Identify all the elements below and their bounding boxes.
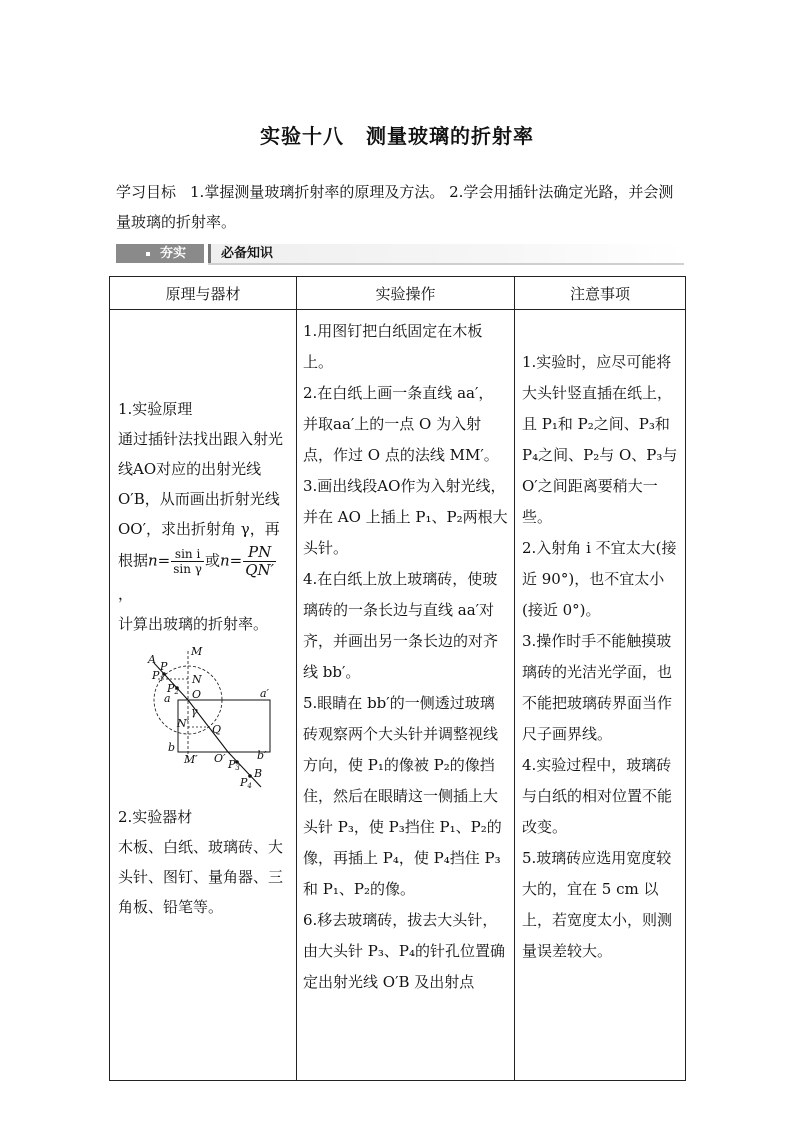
operation-step-2: 2.在白纸上画一条直线 aa′，并取aa′上的一点 O 为入射点，作过 O 点的法线 MM′。 xyxy=(303,384,499,464)
equipment-title: 2.实验器材 xyxy=(118,808,193,826)
fraction-sin xyxy=(171,547,204,576)
formula-n2: n= xyxy=(219,551,243,570)
formula-prefix: 根据 xyxy=(118,551,149,570)
principle-tail: 计算出玻璃的折射率。 xyxy=(118,615,269,633)
banner-label: 必备知识 xyxy=(208,244,684,263)
refraction-diagram xyxy=(136,645,270,790)
formula-n1: n= xyxy=(148,551,171,570)
principle-cell xyxy=(110,310,297,1081)
principle-title: 1.实验原理 xyxy=(118,400,193,418)
label-A: A xyxy=(148,653,156,666)
principle-text: 通过插针法找出跟入射光线AO对应的出射光线O′B，从而画出折射光线OO′，求出折射角 γ，再 xyxy=(118,430,284,538)
label-N-prime: N′ xyxy=(177,717,190,730)
notes-cell xyxy=(515,310,686,1081)
formula-or: 或 xyxy=(204,551,220,570)
frac2-num: PN xyxy=(243,544,276,562)
banner-tag-text: 夯实 xyxy=(160,246,187,261)
goals-text: 1.掌握测量玻璃折射率的原理及方法。 2.学会用插针法确定光路，并会测量玻璃的折射率。 xyxy=(116,183,674,231)
label-Q: Q xyxy=(212,723,222,736)
note-4: 4.实验过程中，玻璃砖与白纸的相对位置不能改变。 xyxy=(522,756,673,836)
header-principle: 原理与器材 xyxy=(110,277,297,310)
table-row xyxy=(110,310,686,1081)
label-P1-subscript: 1 xyxy=(159,675,164,683)
note-5: 5.玻璃砖应选用宽度较大的，宜在 5 cm 以上，若宽度太小，则测量误差较大。 xyxy=(522,849,673,960)
formula-suffix: ， xyxy=(118,585,134,603)
note-1: 1.实验时，应尽可能将大头针竖直插在纸上，且 P₁和 P₂之间、P₃和 P₄之间、P₂与 O、P₃与 O′之间距离要稍大一些。 xyxy=(522,353,678,526)
note-3: 3.操作时手不能触摸玻璃砖的光洁光学面，也不能把玻璃砖界面当作尺子画界线。 xyxy=(522,632,673,743)
operation-step-1: 1.用图钉把白纸固定在木板上。 xyxy=(303,322,483,371)
label-P3: P3 xyxy=(228,758,240,772)
frac1-den: sin γ xyxy=(173,562,202,576)
bullet-icon xyxy=(146,252,150,256)
operation-step-5: 5.眼睛在 bb′的一侧透过玻璃砖观察两个大头针并调整视线方向，使 P₁的像被 P₂的像挡住，然后在眼睛这一侧插上大头针 P₃，使 P₃挡住 P₁、P₂的像，再插上 P₄，使 P₄挡住 P₃和 P₁、P₂的像。 xyxy=(303,694,502,898)
equipment-text: 木板、白纸、玻璃砖、大头针、图钉、量角器、三角板、铅笔等。 xyxy=(118,838,284,916)
label-M: M xyxy=(191,645,203,658)
header-operation: 实验操作 xyxy=(297,277,515,310)
pin-p4 xyxy=(248,774,252,778)
label-P4: P4 xyxy=(240,776,252,790)
frac2-den: QN′ xyxy=(245,561,275,579)
banner-rule xyxy=(208,263,684,265)
formula xyxy=(118,544,290,609)
label-M-prime: M′ xyxy=(184,753,198,766)
label-P: P xyxy=(160,660,168,673)
operation-step-3: 3.画出线段AO作为入射光线，并在 AO 上插上 P₁、P₂两根大头针。 xyxy=(303,477,508,557)
operation-cell xyxy=(297,310,515,1081)
label-P3-subscript: 3 xyxy=(235,764,240,772)
label-O-prime: O′ xyxy=(214,752,226,765)
fraction-pn xyxy=(243,544,276,579)
label-b-prime: b′ xyxy=(257,749,267,762)
label-P1: P1 xyxy=(152,669,164,683)
goals-label: 学习目标 xyxy=(116,183,177,201)
operation-step-6: 6.移去玻璃砖，拔去大头针，由大头针 P₃、P₄的针孔位置确定出射光线 O′B 及出射点 xyxy=(303,911,505,991)
label-P2-subscript: 2 xyxy=(174,688,179,696)
title-part1: 实验十八 xyxy=(260,124,344,148)
label-P2: P2 xyxy=(167,682,179,696)
label-b: b xyxy=(168,741,176,754)
table-header-row xyxy=(110,277,686,310)
label-O: O xyxy=(192,688,202,701)
label-gamma: γ xyxy=(191,705,198,718)
learning-goals xyxy=(116,177,684,237)
knowledge-table xyxy=(109,276,686,1081)
frac1-num: sin i xyxy=(171,547,204,562)
title-part2: 测量玻璃的折射率 xyxy=(366,124,534,148)
label-B: B xyxy=(254,767,263,780)
label-P4-subscript: 4 xyxy=(247,782,252,790)
page-title xyxy=(0,120,794,149)
section-banner xyxy=(116,242,684,265)
label-N: N xyxy=(192,673,202,686)
label-a: a xyxy=(164,692,171,705)
note-2: 2.入射角 i 不宜太大(接近 90°)，也不宜太小(接近 0°)。 xyxy=(522,539,677,619)
banner-tag xyxy=(116,244,204,263)
label-a-prime: a′ xyxy=(260,687,270,700)
header-notes: 注意事项 xyxy=(515,277,686,310)
operation-step-4: 4.在白纸上放上玻璃砖，使玻璃砖的一条长边与直线 aa′对齐，并画出另一条长边的对齐线 bb′。 xyxy=(303,570,499,681)
